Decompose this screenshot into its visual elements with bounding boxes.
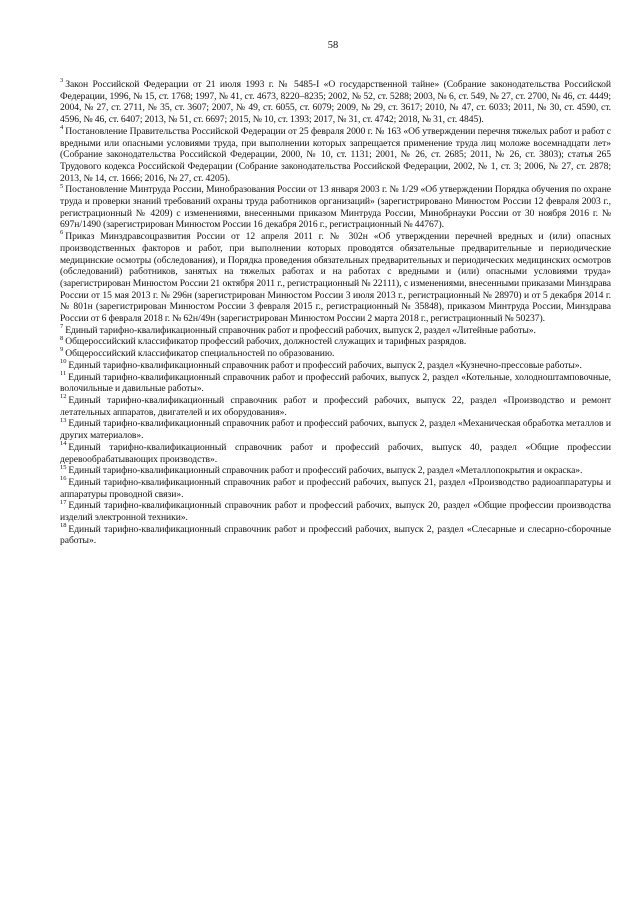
footnote-9 (60, 348, 611, 360)
footnote-marker: 4 (60, 124, 64, 132)
footnote-12 (60, 395, 611, 418)
footnotes-list (60, 79, 611, 547)
footnote-15 (60, 465, 611, 477)
footnote-marker: 12 (60, 393, 67, 401)
footnote-14 (60, 442, 611, 465)
footnote-text: Единый тарифно-квалификационный справочник работ и профессий рабочих, выпуск 2, раздел «Механическая обработка металлов и других материалов». (60, 418, 611, 442)
footnote-text: Единый тарифно-квалификационный справочник работ и профессий рабочих, выпуск 2, раздел «Слесарные и слесарно-сборочные работы». (60, 523, 611, 547)
footnote-text: Приказ Минздравсоцразвития России от 12 апреля 2011 г. № 302н «Об утверждении перечней вредных и (или) опасных производственных факторов и работ, при выполнении которых проводятся обязательные предварительные и периодические медицинские осмотры (обследования), и Порядка проведения обязательных предварительных и периодических медицинских осмотров (обследований) работников, занятых на тяжелых работах и на работах с вредными и (или) опасными условиями труда» (зарегистрирован Минюстом России 21 октября 2011 г., регистрационный № 22111), с изменениями, внесенными приказами Минздрава России от 15 мая 2013 г. № 296н (зарегистрирован Минюстом России 3 июля 2013 г., регистрационный № 28970) и от 5 декабря 2014 г. № 801н (зарегистрирован Минюстом России 3 февраля 2015 г., регистрационный № 35848), приказом Минтруда России, Минздрава России от 6 февраля 2018 г. № 62н/49н (зарегистрирован Минюстом России 2 марта 2018 г., регистрационный № 50237). (60, 231, 611, 325)
footnote-text: Единый тарифно-квалификационный справочник работ и профессий рабочих, выпуск 20, раздел «Общие профессии производства изделий электронной техники». (60, 500, 611, 524)
footnote-text: Единый тарифно-квалификационный справочник работ и профессий рабочих, выпуск 22, раздел «Производство и ремонт летательных аппаратов, двигателей и их оборудования». (60, 394, 611, 418)
footnote-text: Закон Российской Федерации от 21 июля 1993 г. № 5485-I «О государственной тайне» (Собрание законодательства Российской Федерации, 1996, № 15, ст. 1768; 1997, № 41, ст. 4673, 8220–8235; 2002, № 52, ст. 5288; 2003, № 6, ст. 549, № 27, ст. 2700, № 46, ст. 4449; 2004, № 27, ст. 2711, № 35, ст. 3607; 2007, № 49, ст. 6055, ст. 6079; 2009, № 29, ст. 3617; 2010, № 47, ст. 6033; 2011, № 30, ст. 4590, ст. 4596, № 46, ст. 6407; 2013, № 51, ст. 6697; 2015, № 10, ст. 1393; 2017, № 31, ст. 4742; 2018, № 31, ст. 4845). (60, 79, 611, 126)
footnote-marker: 10 (60, 358, 67, 366)
footnote-marker: 6 (60, 229, 64, 237)
footnote-11 (60, 369, 611, 395)
footnote-text: Постановление Минтруда России, Минобразования России от 13 января 2003 г. № 1/29 «Об утверждении Порядка обучения по охране труда и проверки знаний требований охраны труда работников организаций» (зарегистрировано Минюстом России 12 февраля 2003 г., регистрационный № 4209) с изменениями, внесенными приказом Минтруда России, Минобрнауки России от 30 ноября 2016 г. № 697н/1490 (зарегистрирован Минюстом России 16 декабря 2016 г., регистрационный № 44767). (60, 184, 611, 231)
footnote-7 (60, 325, 611, 337)
footnote-marker: 3 (60, 77, 64, 85)
footnote-marker: 13 (60, 416, 67, 424)
footnote-13 (60, 418, 611, 441)
footnote-text: Единый тарифно-квалификационный справочник работ и профессий рабочих, выпуск 2, раздел «Металлопокрытия и окраска». (68, 465, 583, 477)
footnote-text: Общероссийский классификатор специальностей по образованию. (65, 348, 335, 360)
footnote-text: Постановление Правительства Российской Федерации от 25 февраля 2000 г. № 163 «Об утверждении перечня тяжелых работ и работ с вредными или опасными условиями труда, при выполнении которых запрещается применение труда лиц моложе восемнадцати лет» (Собрание законодательства Российской Федерации, 2000, № 10, ст. 1131; 2001, № 26, ст. 2685; 2011, № 26, ст. 3803); статья 265 Трудового кодекса Российской Федерации (Собрание законодательства Российской Федерации, 2002, № 1, ст. 3; 2006, № 27, ст. 2878; 2013, № 14, ст. 1666; 2016, № 27, ст. 4205). (60, 125, 611, 184)
footnote-marker: 16 (60, 475, 67, 483)
footnote-marker: 9 (60, 346, 64, 354)
footnote-marker: 18 (60, 522, 67, 530)
footnote-16 (60, 477, 611, 500)
footnote-marker: 17 (60, 498, 67, 506)
footnote-marker: 8 (60, 334, 64, 342)
footnote-8 (60, 336, 611, 348)
footnote-text: Общероссийский классификатор профессий рабочих, должностей служащих и тарифных разрядов. (65, 336, 467, 348)
footnote-marker: 11 (60, 369, 67, 377)
footnote-5 (60, 184, 611, 231)
footnote-marker: 7 (60, 323, 64, 331)
footnote-marker: 14 (60, 440, 67, 448)
footnote-6 (60, 231, 611, 325)
footnote-4 (60, 126, 611, 185)
footnote-18 (60, 524, 611, 547)
footnote-3 (60, 79, 611, 126)
footnote-marker: 5 (60, 182, 64, 190)
footnote-text: Единый тарифно-квалификационный справочник работ и профессий рабочих, выпуск 40, раздел «Общие профессии деревообрабатывающих производств». (60, 441, 611, 465)
footnote-10 (60, 360, 611, 372)
page-number: 58 (327, 40, 339, 51)
footnote-text: Единый тарифно-квалификационный справочник работ и профессий рабочих, выпуск 21, раздел «Производство радиоаппаратуры и аппаратуры проводной связи». (60, 476, 611, 500)
footnote-text: Единый тарифно-квалификационный справочник работ и профессий рабочих, выпуск 2, раздел «Литейные работы». (65, 324, 536, 336)
footnote-text: Единый тарифно-квалификационный справочник работ и профессий рабочих, выпуск 2, раздел «Котельные, холодноштамповочные, волочильные и давильные работы». (60, 371, 611, 395)
footnote-text: Единый тарифно-квалификационный справочник работ и профессий рабочих, выпуск 2, раздел «Кузнечно-прессовые работы». (68, 359, 582, 371)
footnote-marker: 15 (60, 463, 67, 471)
footnote-17 (60, 500, 611, 523)
